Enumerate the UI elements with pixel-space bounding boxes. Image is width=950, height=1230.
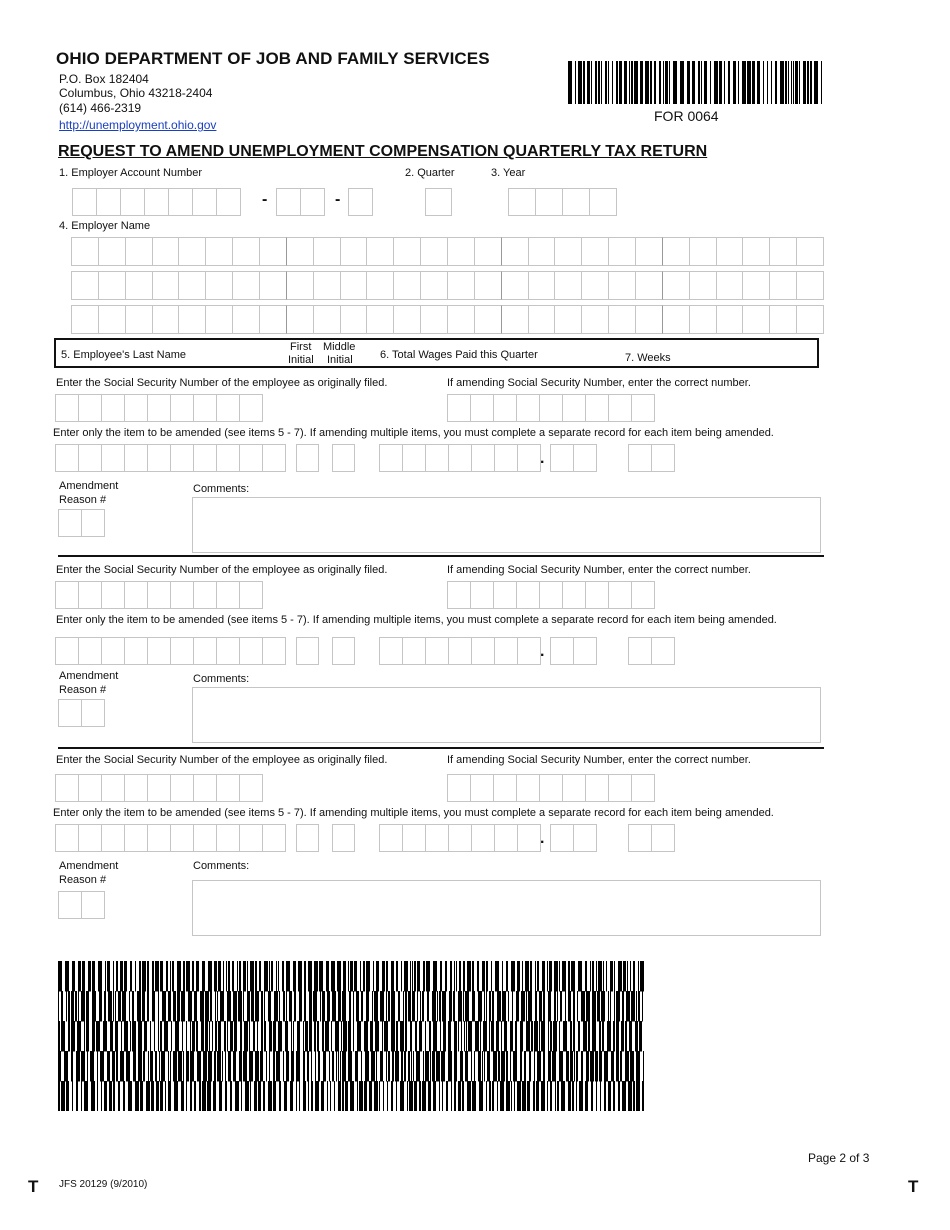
amendment-reason-label-1: Amendment — [59, 670, 119, 682]
first-initial-input[interactable] — [296, 444, 319, 472]
decimal-point: . — [540, 450, 545, 467]
record-divider — [58, 555, 824, 557]
total-wages-column-label: 6. Total Wages Paid this Quarter — [380, 349, 538, 361]
form-title: REQUEST TO AMEND UNEMPLOYMENT COMPENSATION QUARTERLY TAX RETURN — [58, 143, 708, 160]
agency-po-box: P.O. Box 182404 — [59, 72, 149, 86]
employer-name-label: 4. Employer Name — [59, 220, 151, 232]
comments-input[interactable] — [192, 687, 821, 743]
amendment-reason-label-2: Reason # — [59, 494, 107, 506]
form-barcode — [568, 61, 822, 104]
form-number: JFS 20129 (9/2010) — [59, 1179, 148, 1190]
first-initial-label-1: First — [290, 341, 312, 353]
total-wages-input[interactable] — [379, 444, 541, 472]
total-wages-cents-input[interactable] — [550, 824, 597, 852]
middle-initial-label-2: Initial — [327, 354, 353, 366]
employer-name-input-line3[interactable] — [72, 305, 824, 334]
quarter-input[interactable] — [425, 188, 452, 216]
amendment-reason-input[interactable] — [58, 891, 105, 919]
account-separator: - — [335, 191, 341, 208]
comments-input[interactable] — [192, 497, 821, 553]
ssn-correct-input[interactable] — [447, 394, 655, 422]
weeks-input[interactable] — [628, 637, 675, 665]
weeks-input[interactable] — [628, 444, 675, 472]
ssn-original-input[interactable] — [55, 394, 263, 422]
ssn-original-input[interactable] — [55, 581, 263, 609]
pdf417-barcode — [58, 961, 644, 1111]
ssn-correct-input[interactable] — [447, 581, 655, 609]
last-name-column-label: 5. Employee's Last Name — [61, 349, 186, 361]
ssn-correct-label: If amending Social Security Number, enter the correct number. — [447, 754, 751, 766]
ssn-correct-label: If amending Social Security Number, enter the correct number. — [447, 377, 751, 389]
total-wages-input[interactable] — [379, 637, 541, 665]
amendment-reason-label-1: Amendment — [59, 860, 119, 872]
middle-initial-input[interactable] — [332, 824, 355, 852]
year-label: 3. Year — [491, 167, 526, 179]
amendment-reason-input[interactable] — [58, 509, 105, 537]
amendment-reason-label-2: Reason # — [59, 874, 107, 886]
total-wages-input[interactable] — [379, 824, 541, 852]
employer-account-input-part2[interactable] — [276, 188, 325, 216]
account-separator: - — [262, 191, 268, 208]
middle-initial-input[interactable] — [332, 444, 355, 472]
employer-account-label: 1. Employer Account Number — [59, 167, 203, 179]
employer-account-input-part1[interactable] — [72, 188, 241, 216]
last-name-input[interactable] — [55, 637, 286, 665]
comments-label: Comments: — [193, 860, 250, 872]
page-number: Page 2 of 3 — [808, 1151, 870, 1165]
last-name-input[interactable] — [55, 824, 286, 852]
last-name-input[interactable] — [55, 444, 286, 472]
employer-account-input-part3[interactable] — [348, 188, 373, 216]
total-wages-cents-input[interactable] — [550, 637, 597, 665]
employer-name-input-line2[interactable] — [72, 271, 824, 300]
amend-instruction: Enter only the item to be amended (see items 5 - 7). If amending multiple items, you must complete a separate record for each item being amended. — [53, 807, 774, 819]
decimal-point: . — [540, 830, 545, 847]
amendment-reason-label-1: Amendment — [59, 480, 119, 492]
ssn-original-label: Enter the Social Security Number of the employee as originally filed. — [56, 754, 388, 766]
amend-instruction: Enter only the item to be amended (see items 5 - 7). If amending multiple items, you must complete a separate record for each item being amended. — [53, 427, 774, 439]
comments-input[interactable] — [192, 880, 821, 936]
agency-phone: (614) 466-2319 — [59, 101, 142, 115]
agency-name: OHIO DEPARTMENT OF JOB AND FAMILY SERVICES — [56, 49, 490, 68]
ssn-correct-label: If amending Social Security Number, enter the correct number. — [447, 564, 751, 576]
amendment-reason-input[interactable] — [58, 699, 105, 727]
record-divider — [58, 747, 824, 749]
ssn-original-label: Enter the Social Security Number of the employee as originally filed. — [56, 377, 388, 389]
agency-website-link[interactable]: http://unemployment.ohio.gov — [59, 118, 217, 132]
first-initial-label-2: Initial — [288, 354, 314, 366]
form-code: FOR 0064 — [654, 108, 719, 124]
middle-initial-label-1: Middle — [323, 341, 356, 353]
corner-mark-left: T — [28, 1177, 39, 1196]
weeks-column-label: 7. Weeks — [625, 352, 671, 364]
quarter-label: 2. Quarter — [405, 167, 455, 179]
weeks-input[interactable] — [628, 824, 675, 852]
first-initial-input[interactable] — [296, 824, 319, 852]
employer-name-input-line1[interactable] — [72, 237, 824, 266]
decimal-point: . — [540, 643, 545, 660]
agency-city: Columbus, Ohio 43218-2404 — [59, 86, 213, 100]
ssn-original-input[interactable] — [55, 774, 263, 802]
comments-label: Comments: — [193, 673, 250, 685]
total-wages-cents-input[interactable] — [550, 444, 597, 472]
amend-instruction: Enter only the item to be amended (see items 5 - 7). If amending multiple items, you must complete a separate record for each item being amended. — [56, 614, 777, 626]
middle-initial-input[interactable] — [332, 637, 355, 665]
amendment-reason-label-2: Reason # — [59, 684, 107, 696]
ssn-correct-input[interactable] — [447, 774, 655, 802]
year-input[interactable] — [508, 188, 617, 216]
corner-mark-right: T — [908, 1177, 919, 1196]
ssn-original-label: Enter the Social Security Number of the employee as originally filed. — [56, 564, 388, 576]
comments-label: Comments: — [193, 483, 250, 495]
first-initial-input[interactable] — [296, 637, 319, 665]
